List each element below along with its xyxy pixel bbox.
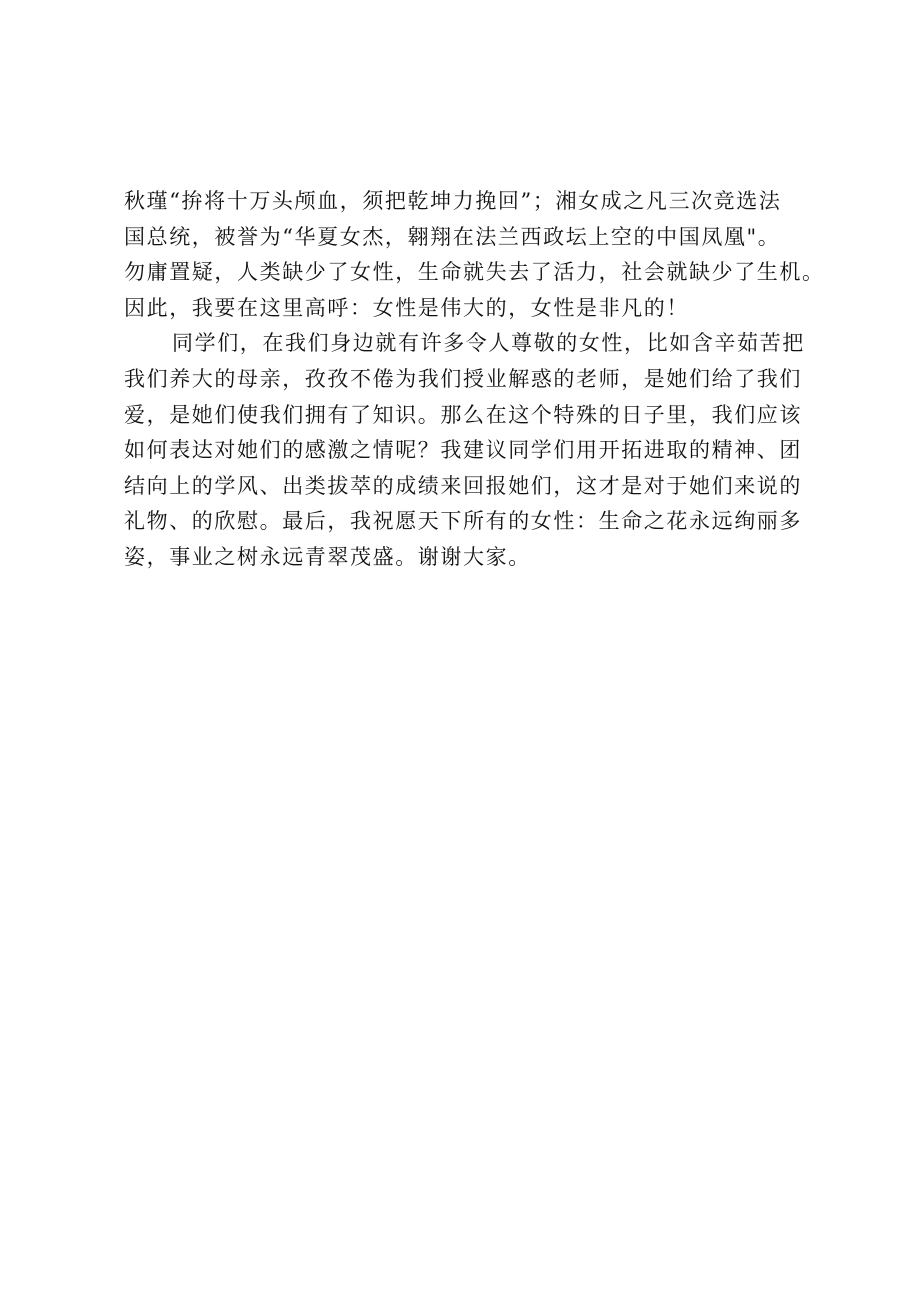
text-line-1: 秋瑾“拚将十万头颅血，须把乾坤力挽回”；湘女成之凡三次竞选法: [124, 189, 782, 213]
text-line-7: 爱，是她们使我们拥有了知识。那么在这个特殊的日子里，我们应该: [124, 402, 802, 427]
text-line-10: 礼物、的欣慰。最后，我祝愿天下所有的女性：生命之花永远绚丽多: [124, 509, 802, 534]
text-line-3: 勿庸置疑，人类缺少了女性，生命就失去了活力，社会就缺少了生机。: [124, 260, 825, 285]
text-line-11: 姿，事业之树永远青翠茂盛。谢谢大家。: [124, 544, 531, 569]
text-line-6: 我们养大的母亲，孜孜不倦为我们授业解惑的老师，是她们给了我们: [124, 366, 802, 391]
text-line-9: 结向上的学风、出类拔萃的成绩来回报她们，这才是对于她们来说的: [124, 473, 802, 498]
text-line-4: 因此，我要在这里高呼：女性是伟大的，女性是非凡的！: [124, 295, 689, 320]
text-line-5: 同学们，在我们身边就有许多令人尊敬的女性，比如含辛茹苦把: [172, 331, 805, 356]
document-body: [124, 184, 844, 576]
text-line-2: 国总统，被誉为“华夏女杰，翱翔在法兰西政坛上空的中国凤凰"。: [124, 224, 781, 249]
text-line-8: 如何表达对她们的感激之情呢？我建议同学们用开拓进取的精神、团: [124, 438, 802, 463]
